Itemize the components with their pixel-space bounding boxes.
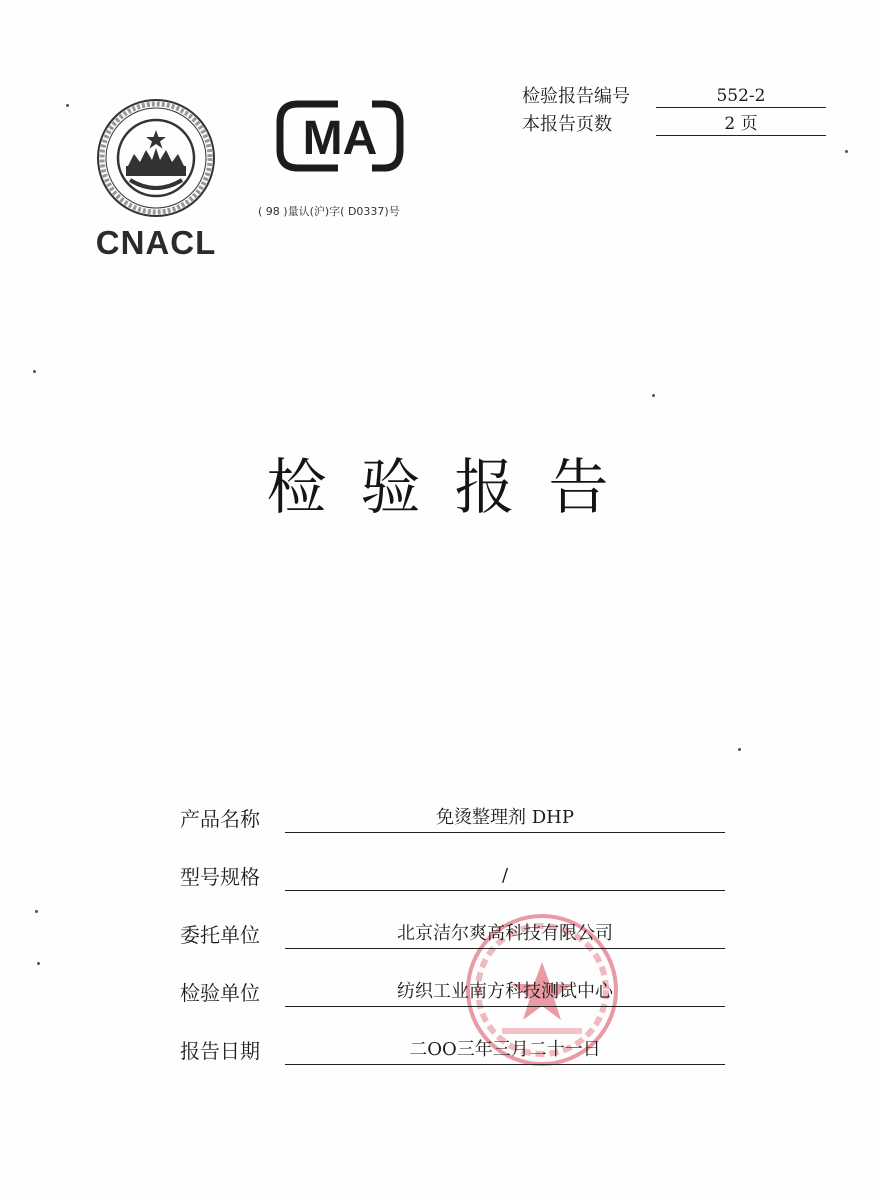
page-count-value: 2 页 [656,113,826,136]
scan-speck [738,748,741,751]
report-meta [522,80,832,136]
page-title: 检验报告 [266,453,643,523]
field-row-report-date [180,1007,725,1065]
scan-speck [845,150,848,153]
report-date-value: 二OO三年三月二十一日 [285,1036,725,1065]
cnacl-seal [86,96,226,286]
cnacl-emblem-icon [94,96,218,220]
cma-mark [276,96,406,176]
product-name-value: 免烫整理剂 DHP [285,804,725,833]
client-value: 北京洁尔爽高科技有限公司 [285,920,725,949]
field-row-client [180,891,725,949]
product-name-label: 产品名称 [180,807,260,831]
cma-logo-text: MA [302,112,378,165]
report-fields [180,775,725,1065]
report-date-label: 报告日期 [180,1039,260,1063]
page-count-label: 本报告页数 [522,114,612,135]
cma-certificate-number: ( 98 )量认(沪)字( D0337)号 [258,205,400,218]
report-number-label: 检验报告编号 [522,86,630,107]
client-label: 委托单位 [180,923,260,947]
model-spec-label: 型号规格 [180,865,260,889]
scan-speck [66,104,69,107]
inspector-label: 检验单位 [180,981,260,1005]
scan-speck [35,910,38,913]
inspector-value: 纺织工业南方科技测试中心 [285,978,725,1007]
field-row-model-spec [180,833,725,891]
field-row-inspector [180,949,725,1007]
scan-speck [33,370,36,373]
scan-speck [37,962,40,965]
model-spec-value: / [285,862,725,891]
cnacl-logo-text: CNACL [95,224,217,261]
field-row-product-name [180,775,725,833]
page-count-row [522,108,832,136]
scan-speck [652,394,655,397]
report-number-row [522,80,832,108]
cma-logo-icon [276,96,406,176]
report-number-value: 552-2 [656,85,826,108]
